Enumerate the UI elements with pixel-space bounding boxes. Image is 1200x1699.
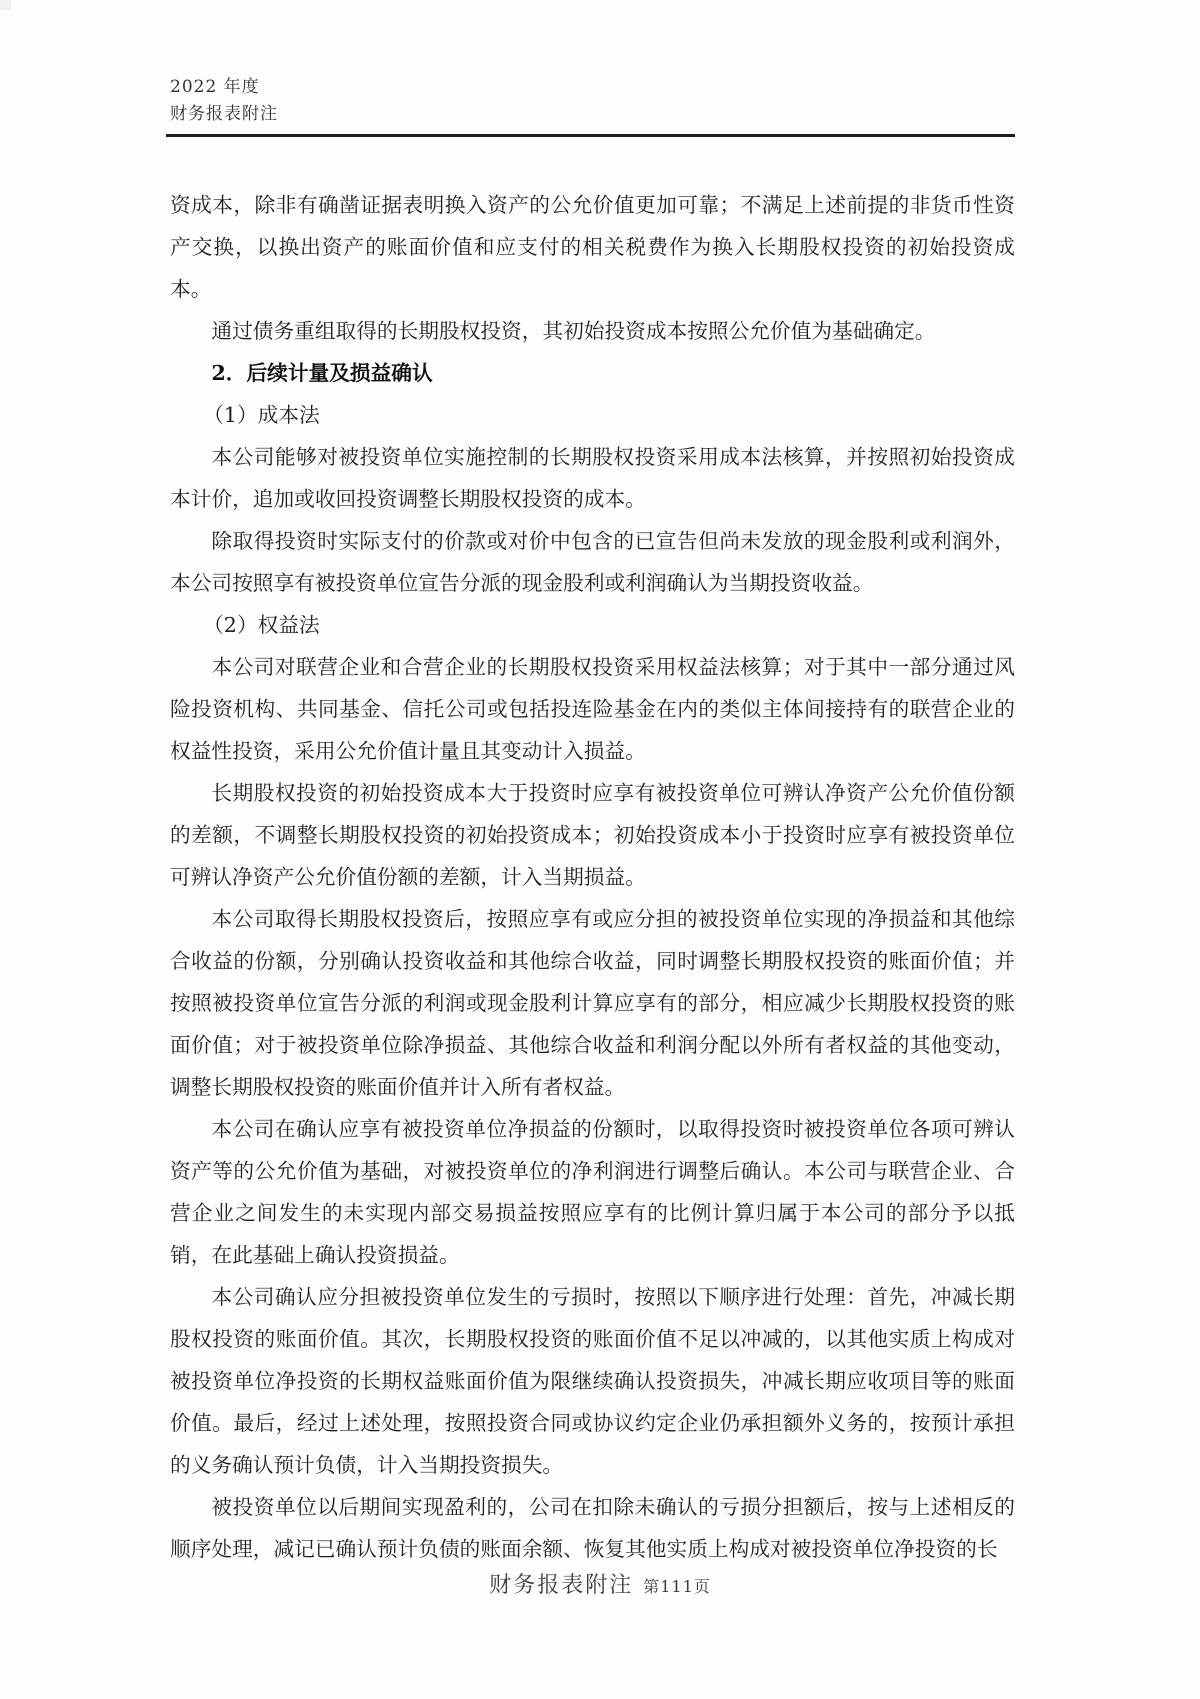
footer-page-number: 第111页: [643, 1577, 711, 1596]
body-paragraph: 除取得投资时实际支付的价款或对价中包含的已宣告但尚未发放的现金股利或利润外，本公司按照享有被投资单位宣告分派的现金股利或利润确认为当期投资收益。: [170, 529, 1015, 595]
body-paragraph: 被投资单位以后期间实现盈利的，公司在扣除未确认的亏损分担额后，按与上述相反的顺序处理，减记已确认预计负债的账面余额、恢复其他实质上构成对被投资单位净投资的长: [170, 1495, 1015, 1561]
page-header: [170, 74, 1015, 128]
footer-title: 财务报表附注: [489, 1573, 634, 1598]
body-paragraph: 通过债务重组取得的长期股权投资，其初始投资成本按照公允价值为基础确定。: [211, 319, 936, 343]
header-rule: [166, 134, 1015, 137]
page-footer: [0, 1568, 1200, 1599]
body-paragraph: 长期股权投资的初始投资成本大于投资时应享有被投资单位可辨认净资产公允价值份额的差额，不调整长期股权投资的初始投资成本；初始投资成本小于投资时应享有被投资单位可辨认净资产公允价值份额的差额，计入当期损益。: [170, 781, 1015, 889]
body-paragraph: 本公司对联营企业和合营企业的长期股权投资采用权益法核算；对于其中一部分通过风险投资机构、共同基金、信托公司或包括投连险基金在内的类似主体间接持有的联营企业的权益性投资，采用公允价值计量且其变动计入损益。: [170, 655, 1015, 763]
body-paragraph: 本公司在确认应享有被投资单位净损益的份额时，以取得投资时被投资单位各项可辨认资产等的公允价值为基础，对被投资单位的净利润进行调整后确认。本公司与联营企业、合营企业之间发生的未实现内部交易损益按照应享有的比例计算归属于本公司的部分予以抵销，在此基础上确认投资损益。: [170, 1117, 1015, 1267]
body-paragraph: 本公司确认应分担被投资单位发生的亏损时，按照以下顺序进行处理：首先，冲减长期股权投资的账面价值。其次，长期股权投资的账面价值不足以冲减的，以其他实质上构成对被投资单位净投资的长期权益账面价值为限继续确认投资损失，冲减长期应收项目等的账面价值。最后，经过上述处理，按照投资合同或协议约定企业仍承担额外义务的，按预计承担的义务确认预计负债，计入当期投资损失。: [170, 1285, 1015, 1477]
subsection-label: （1）成本法: [203, 403, 320, 427]
document-body: [170, 184, 1015, 1570]
subsection-label: （2）权益法: [203, 613, 320, 637]
body-paragraph: 资成本，除非有确凿证据表明换入资产的公允价值更加可靠；不满足上述前提的非货币性资产交换，以换出资产的账面价值和应支付的相关税费作为换入长期股权投资的初始投资成本。: [170, 193, 1015, 301]
body-paragraph: 本公司能够对被投资单位实施控制的长期股权投资采用成本法核算，并按照初始投资成本计价，追加或收回投资调整长期股权投资的成本。: [170, 445, 1015, 511]
scan-artifact: [0, 0, 11, 10]
header-year: 2022 年度: [170, 77, 260, 97]
header-report-title: 财务报表附注: [170, 104, 278, 124]
body-paragraph: 本公司取得长期股权投资后，按照应享有或应分担的被投资单位实现的净损益和其他综合收益的份额，分别确认投资收益和其他综合收益，同时调整长期股权投资的账面价值；并按照被投资单位宣告分派的利润或现金股利计算应享有的部分，相应减少长期股权投资的账面价值；对于被投资单位除净损益、其他综合收益和利润分配以外所有者权益的其他变动，调整长期股权投资的账面价值并计入所有者权益。: [170, 907, 1015, 1099]
section-heading: 2．后续计量及损益确认: [211, 361, 433, 385]
